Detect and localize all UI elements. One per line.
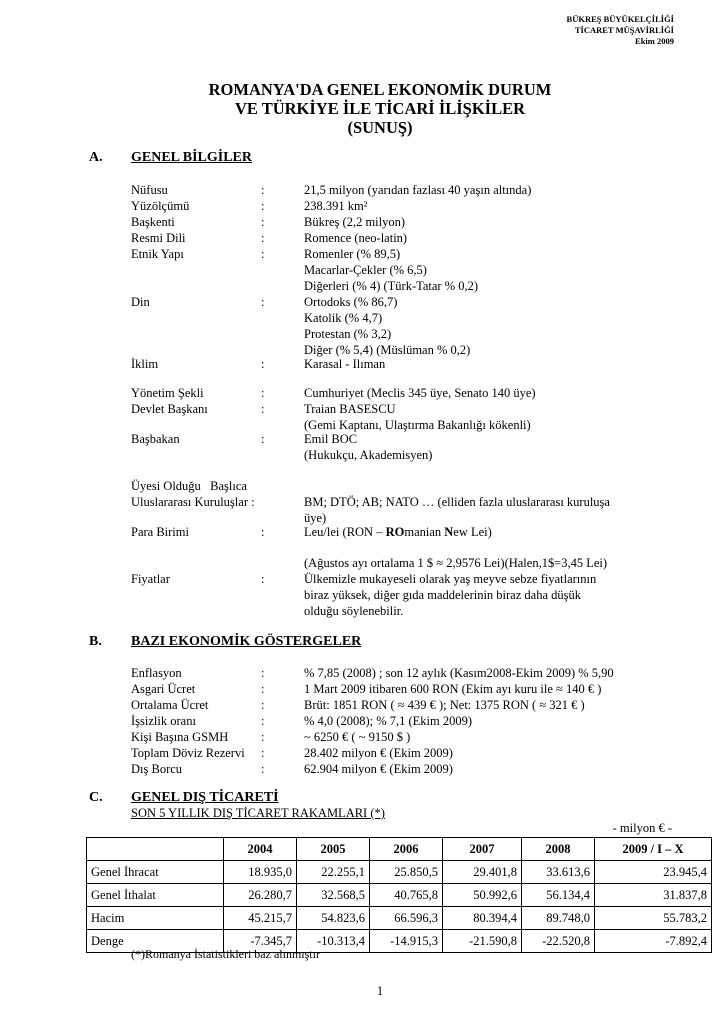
- table-header-cell: 2008: [522, 838, 595, 861]
- table-header-cell: 2004: [224, 838, 297, 861]
- table-row-label: Hacim: [87, 907, 224, 930]
- table-cell: 22.255,1: [297, 861, 370, 884]
- colon: :: [261, 525, 265, 539]
- colon: :: [261, 215, 265, 229]
- section-c-title: GENEL DIŞ TİCARETİ: [131, 790, 279, 805]
- label-basbakan: Başbakan: [131, 432, 180, 446]
- para-text-1: Leu/lei (RON –: [304, 525, 386, 539]
- para-bold-n: N: [444, 525, 454, 539]
- trade-table: [86, 837, 712, 953]
- label-uyesi-1: Üyesi Olduğu Başlıca: [131, 479, 247, 493]
- table-cell: 56.134,4: [522, 884, 595, 907]
- indicator-label: Dış Borcu: [131, 762, 183, 776]
- colon: :: [261, 247, 265, 261]
- table-row: [87, 884, 712, 907]
- indicator-value: 28.402 milyon € (Ekim 2009): [304, 746, 453, 760]
- section-a-title: GENEL BİLGİLER: [131, 150, 252, 165]
- colon: :: [261, 666, 265, 680]
- colon: :: [261, 295, 265, 309]
- para-text-3: ew Lei): [453, 525, 492, 539]
- colon: :: [261, 746, 265, 760]
- label-fiyat: Fiyatlar: [131, 572, 170, 586]
- value-yonetim: Cumhuriyet (Meclis 345 üye, Senato 140 üye): [304, 386, 536, 400]
- table-cell: 54.823,6: [297, 907, 370, 930]
- indicator-label: Enflasyon: [131, 666, 182, 680]
- indicator-value: % 7,85 (2008) ; son 12 aylık (Kasım2008-Ekim 2009) % 5,90: [304, 666, 614, 680]
- colon: :: [261, 698, 265, 712]
- indicator-value: % 4,0 (2008); % 7,1 (Ekim 2009): [304, 714, 473, 728]
- document-title: [0, 80, 728, 137]
- indicator-label: Kişi Başına GSMH: [131, 730, 229, 744]
- colon: :: [261, 231, 265, 245]
- para-bold-ro: RO: [385, 525, 405, 539]
- title-line-2: VE TÜRKİYE İLE TİCARİ İLİŞKİLER: [234, 99, 526, 118]
- table-cell: -21.590,8: [443, 930, 522, 953]
- table-cell: 50.992,6: [443, 884, 522, 907]
- table-cell: 23.945,4: [595, 861, 712, 884]
- table-row: [87, 907, 712, 930]
- trade-table-unit: - milyon € -: [612, 821, 672, 835]
- colon: :: [261, 432, 265, 446]
- value-din-3: Protestan (% 3,2): [304, 327, 392, 341]
- label-baskent: Başkenti: [131, 215, 175, 229]
- value-fiyat-2: biraz yüksek, diğer gıda maddelerinin biraz daha düşük: [304, 588, 581, 602]
- table-cell: -22.520,8: [522, 930, 595, 953]
- value-para: [304, 525, 492, 540]
- colon: :: [261, 572, 265, 586]
- header-line-1: BÜKREŞ BÜYÜKELÇİLİĞİ: [566, 14, 674, 24]
- table-cell: 33.613,6: [522, 861, 595, 884]
- title-line-3: (SUNUŞ): [347, 118, 413, 137]
- colon: :: [261, 730, 265, 744]
- label-etnik: Etnik Yapı: [131, 247, 184, 261]
- label-iklim: İklim: [131, 357, 159, 371]
- table-header-cell: 2005: [297, 838, 370, 861]
- table-cell: 26.280,7: [224, 884, 297, 907]
- table-header-cell: 2007: [443, 838, 522, 861]
- value-fiyat-1: Ülkemizle mukayeseli olarak yaş meyve sebze fiyatlarının: [304, 572, 597, 586]
- indicator-label: İşsizlik oranı: [131, 714, 196, 728]
- table-cell: 89.748,0: [522, 907, 595, 930]
- table-cell: 66.596,3: [370, 907, 443, 930]
- section-b-letter: B.: [89, 634, 102, 649]
- table-row-label: Genel İhracat: [87, 861, 224, 884]
- label-dil: Resmi Dili: [131, 231, 186, 245]
- indicator-value: 62.904 milyon € (Ekim 2009): [304, 762, 453, 776]
- colon: :: [261, 682, 265, 696]
- value-devlet-2: (Gemi Kaptanı, Ulaştırma Bakanlığı kökenli): [304, 418, 531, 432]
- label-uyesi-2: Uluslararası Kuruluşlar :: [131, 495, 255, 509]
- value-nufus: 21,5 milyon (yarıdan fazlası 40 yaşın altında): [304, 183, 532, 197]
- label-nufus: Nüfusu: [131, 183, 168, 197]
- value-fiyat-3: olduğu söylenebilir.: [304, 604, 404, 618]
- value-iklim: Karasal - Ilıman: [304, 357, 386, 371]
- indicator-value: Brüt: 1851 RON ( ≈ 439 € ); Net: 1375 RON ( ≈ 321 € ): [304, 698, 585, 712]
- indicator-label: Asgari Ücret: [131, 682, 196, 696]
- table-cell: 25.850,5: [370, 861, 443, 884]
- value-etnik-2: Macarlar-Çekler (% 6,5): [304, 263, 427, 277]
- table-header-cell: 2009 / I – X: [595, 838, 712, 861]
- section-b-title: BAZI EKONOMİK GÖSTERGELER: [131, 634, 362, 649]
- colon: :: [261, 183, 265, 197]
- value-yuzolcumu: 238.391 km²: [304, 199, 368, 213]
- label-yuzolcumu: Yüzölçümü: [131, 199, 190, 213]
- table-cell: 31.837,8: [595, 884, 712, 907]
- header-line-2: TİCARET MÜŞAVİRLİĞİ: [574, 25, 674, 35]
- value-uyesi-1: BM; DTÖ; AB; NATO … (elliden fazla uluslararası kuruluşa: [304, 495, 610, 509]
- label-devlet: Devlet Başkanı: [131, 402, 208, 416]
- colon: :: [261, 402, 265, 416]
- value-basbakan-2: (Hukukçu, Akademisyen): [304, 448, 433, 462]
- colon: :: [261, 199, 265, 213]
- colon: :: [261, 714, 265, 728]
- table-cell: -10.313,4: [297, 930, 370, 953]
- value-baskent: Bükreş (2,2 milyon): [304, 215, 406, 229]
- value-basbakan-1: Emil BOC: [304, 432, 358, 446]
- section-c-letter: C.: [89, 790, 103, 805]
- header-date: Ekim 2009: [635, 36, 674, 46]
- title-line-1: ROMANYA'DA GENEL EKONOMİK DURUM: [208, 80, 552, 99]
- value-din-2: Katolik (% 4,7): [304, 311, 383, 325]
- para-text-2: manian: [404, 525, 445, 539]
- table-cell: 32.568,5: [297, 884, 370, 907]
- value-devlet-1: Traian BASESCU: [304, 402, 396, 416]
- embassy-header: [567, 14, 674, 47]
- indicator-label: Toplam Döviz Rezervi: [131, 746, 245, 760]
- table-row-label: Genel İthalat: [87, 884, 224, 907]
- indicator-label: Ortalama Ücret: [131, 698, 209, 712]
- table-cell: 29.401,8: [443, 861, 522, 884]
- colon: :: [261, 762, 265, 776]
- label-din: Din: [131, 295, 150, 309]
- value-etnik-1: Romenler (% 89,5): [304, 247, 401, 261]
- table-cell: 18.935,0: [224, 861, 297, 884]
- colon: :: [261, 357, 265, 371]
- table-header-cell: [87, 838, 224, 861]
- page-number: 1: [376, 984, 384, 998]
- section-a-letter: A.: [89, 150, 103, 165]
- colon: :: [261, 386, 265, 400]
- label-yonetim: Yönetim Şekli: [131, 386, 204, 400]
- label-para: Para Birimi: [131, 525, 189, 539]
- value-din-1: Ortodoks (% 86,7): [304, 295, 398, 309]
- table-cell: 45.215,7: [224, 907, 297, 930]
- indicator-value: ~ 6250 € ( ~ 9150 $ ): [304, 730, 411, 744]
- value-etnik-3: Diğerleri (% 4) (Türk-Tatar % 0,2): [304, 279, 479, 293]
- table-row-label: Denge: [87, 930, 224, 953]
- table-row: [87, 861, 712, 884]
- table-header-row: [87, 838, 712, 861]
- table-header-cell: 2006: [370, 838, 443, 861]
- table-cell: 80.394,4: [443, 907, 522, 930]
- value-uyesi-2: üye): [304, 511, 327, 525]
- table-cell: 40.765,8: [370, 884, 443, 907]
- table-footnote: (*)Romanya İstatistikleri baz alınmıştır: [131, 947, 320, 961]
- table-cell: -7.345,7: [224, 930, 297, 953]
- table-cell: 55.783,2: [595, 907, 712, 930]
- trade-table-subtitle: SON 5 YILLIK DIŞ TİCARET RAKAMLARI (*): [131, 806, 385, 820]
- table-cell: -7.892,4: [595, 930, 712, 953]
- value-din-4: Diğer (% 5,4) (Müslüman % 0,2): [304, 343, 471, 357]
- value-kur: (Ağustos ayı ortalama 1 $ ≈ 2,9576 Lei)(Halen,1$=3,45 Lei): [304, 556, 608, 570]
- table-cell: -14.915,3: [370, 930, 443, 953]
- indicator-value: 1 Mart 2009 itibaren 600 RON (Ekim ayı kuru ile ≈ 140 € ): [304, 682, 602, 696]
- value-dil: Romence (neo-latin): [304, 231, 408, 245]
